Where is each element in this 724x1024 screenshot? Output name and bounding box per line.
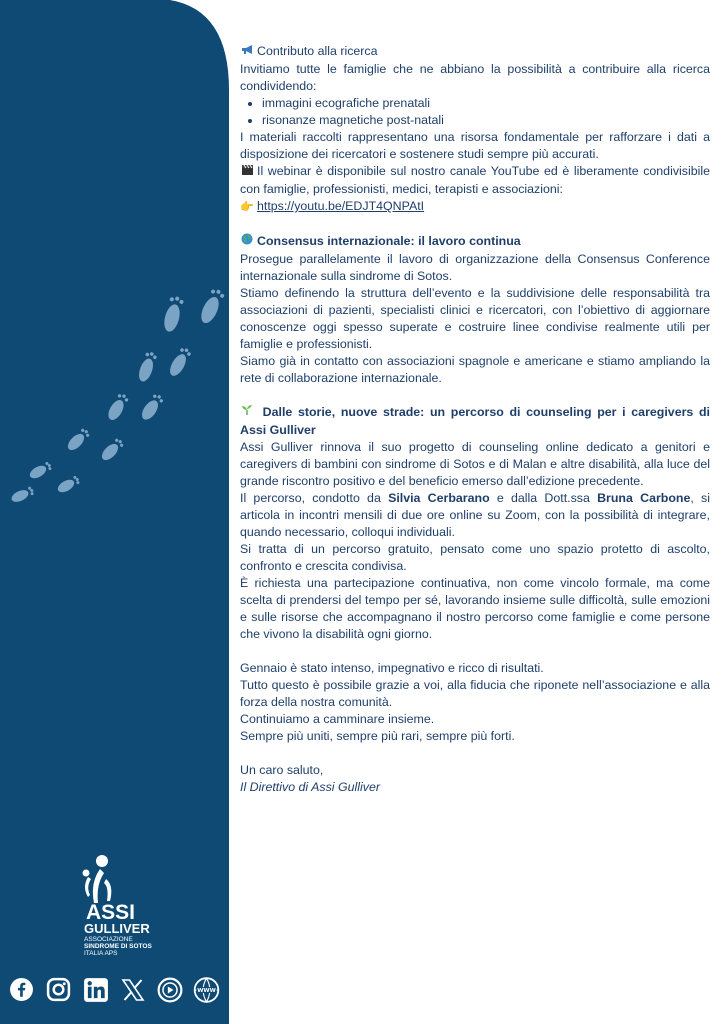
logo-sub2: SINDROME DI SOTOS bbox=[84, 943, 152, 950]
list-item: • risonanze magnetiche post-natali bbox=[262, 112, 710, 129]
facebook-icon[interactable] bbox=[8, 976, 35, 1003]
section-research-title: Contributo alla ricerca bbox=[257, 44, 378, 58]
text-fragment: e dalla Dott.ssa bbox=[489, 491, 598, 505]
instagram-icon[interactable] bbox=[45, 976, 72, 1003]
text-fragment: Il percorso, condotto da bbox=[240, 491, 389, 505]
social-links bbox=[8, 976, 220, 1003]
section-research-heading bbox=[240, 43, 710, 61]
footprint bbox=[99, 437, 125, 463]
counselor-name-2: Bruna Carbone bbox=[597, 491, 691, 505]
counseling-paragraph-2 bbox=[240, 490, 710, 541]
section-consensus-heading bbox=[240, 233, 710, 251]
assi-gulliver-logo bbox=[72, 853, 172, 963]
section-consensus-title: Consensus internazionale: il lavoro continua bbox=[257, 234, 521, 248]
globe-icon bbox=[240, 233, 254, 251]
list-item: • immagini ecografiche prenatali bbox=[262, 95, 710, 112]
logo-figure-icon bbox=[80, 853, 120, 905]
footprint bbox=[162, 295, 185, 333]
section-counseling-heading bbox=[240, 404, 710, 439]
logo-sub3: ITALIA APS bbox=[84, 950, 118, 957]
x-icon[interactable] bbox=[119, 976, 146, 1003]
youtube-link[interactable]: https://youtu.be/EDJT4QNPAtI bbox=[257, 199, 425, 213]
closing-paragraph-4: Sempre più uniti, sempre più rari, sempre più forti. bbox=[240, 729, 515, 743]
consensus-paragraph-2: Stiamo definendo la struttura dell’evento e la suddivisione delle responsabilità tra associazioni di pazienti, specialisti clinici e ricercatori, con l’obiettivo di aggiornare conoscenze oggi spesso superate e costruire linee condivise realmente utili per famiglie e professionisti. bbox=[240, 286, 710, 351]
closing-paragraph-3: Continuiamo a camminare insieme. bbox=[240, 712, 435, 726]
footprint bbox=[56, 474, 81, 494]
webinar-text: Il webinar è disponibile sul nostro canale YouTube ed è liberamente condivisibile con famiglie, professionisti, medici, terapisti e associazioni: bbox=[240, 164, 710, 196]
logo-sub1: ASSOCIAZIONE bbox=[84, 936, 133, 943]
footprint bbox=[167, 346, 193, 379]
footprint bbox=[139, 392, 165, 422]
counseling-paragraph-3: Si tratta di un percorso gratuito, pensato come uno spazio protetto di ascolto, confronto e crescita condivisa. bbox=[240, 542, 710, 573]
youtube-icon[interactable] bbox=[156, 976, 183, 1003]
pointing-hand-icon: 👉 bbox=[240, 201, 254, 213]
consensus-paragraph-1: Prosegue parallelamente il lavoro di organizzazione della Consensus Conference internazionale sulla sindrome di Sotos. bbox=[240, 252, 710, 283]
main-content bbox=[240, 43, 710, 796]
www-icon[interactable] bbox=[193, 976, 220, 1003]
clapperboard-icon bbox=[240, 164, 254, 181]
seedling-icon bbox=[240, 404, 254, 422]
footprint bbox=[105, 392, 130, 423]
webinar-link-line bbox=[240, 198, 710, 216]
linkedin-icon[interactable] bbox=[82, 976, 109, 1003]
text-fragment: , si articola in incontri mensili di due ore online su Zoom, con la possibilità di integrare, quando necessario, colloqui individuali. bbox=[240, 491, 711, 539]
signature-text: Il Direttivo di Assi Gulliver bbox=[240, 780, 380, 794]
footprint bbox=[65, 427, 91, 453]
megaphone-icon bbox=[240, 44, 254, 61]
closing-paragraph-1: Gennaio è stato intenso, impegnativo e ricco di risultati. bbox=[240, 661, 544, 675]
research-bullet-list bbox=[240, 95, 710, 129]
closing-paragraph-2: Tutto questo è possibile grazie a voi, alla fiducia che riponete nell’associazione e alla forza della nostra comunità. bbox=[240, 678, 710, 709]
greeting: Un caro saluto, bbox=[240, 763, 324, 777]
footprints-decoration bbox=[0, 280, 229, 520]
sidebar bbox=[0, 0, 229, 1024]
webinar-paragraph bbox=[240, 163, 710, 198]
svg-text:WWW: WWW bbox=[197, 987, 216, 994]
footprint bbox=[198, 287, 226, 326]
section-research-paragraph: I materiali raccolti rappresentano una risorsa fondamentale per rafforzare i dati a disposizione dei ricercatori e sostenere studi sempre più accurati. bbox=[240, 130, 710, 161]
footprint bbox=[136, 350, 158, 383]
counseling-paragraph-1: Assi Gulliver rinnova il suo progetto di counseling online dedicato a genitori e caregivers di bambini con sindrome di Sotos e di Malan e altre disabilità, alla luce del grande riscontro positivo e del beneficio emerso dall’edizione precedente. bbox=[240, 440, 710, 488]
counselor-name-1: Silvia Cerbarano bbox=[388, 491, 490, 505]
section-research-intro: Invitiamo tutte le famiglie che ne abbiano la possibilità a contribuire alla ricerca condividendo: bbox=[240, 62, 710, 93]
consensus-paragraph-3: Siamo già in contatto con associazioni spagnole e americane e stiamo ampliando la rete di collaborazione internazionale. bbox=[240, 354, 710, 385]
logo-name-line1: ASSI bbox=[86, 901, 136, 924]
logo-name-line2: GULLIVER bbox=[84, 921, 150, 936]
counseling-paragraph-4: È richiesta una partecipazione continuativa, non come vincolo formale, ma come scelta di prendersi del tempo per sé, lavorando insieme sulle difficoltà, sulle emozioni e sulle risorse che accompagnano il nostro percorso come famiglie e come persone che vivono la disabilità ogni giorno. bbox=[240, 576, 710, 641]
footprint bbox=[28, 460, 53, 480]
signature bbox=[240, 779, 710, 796]
footprint bbox=[10, 485, 36, 504]
section-counseling-title: Dalle storie, nuove strade: un percorso di counseling per i caregivers di Assi Gulliver bbox=[240, 405, 710, 437]
